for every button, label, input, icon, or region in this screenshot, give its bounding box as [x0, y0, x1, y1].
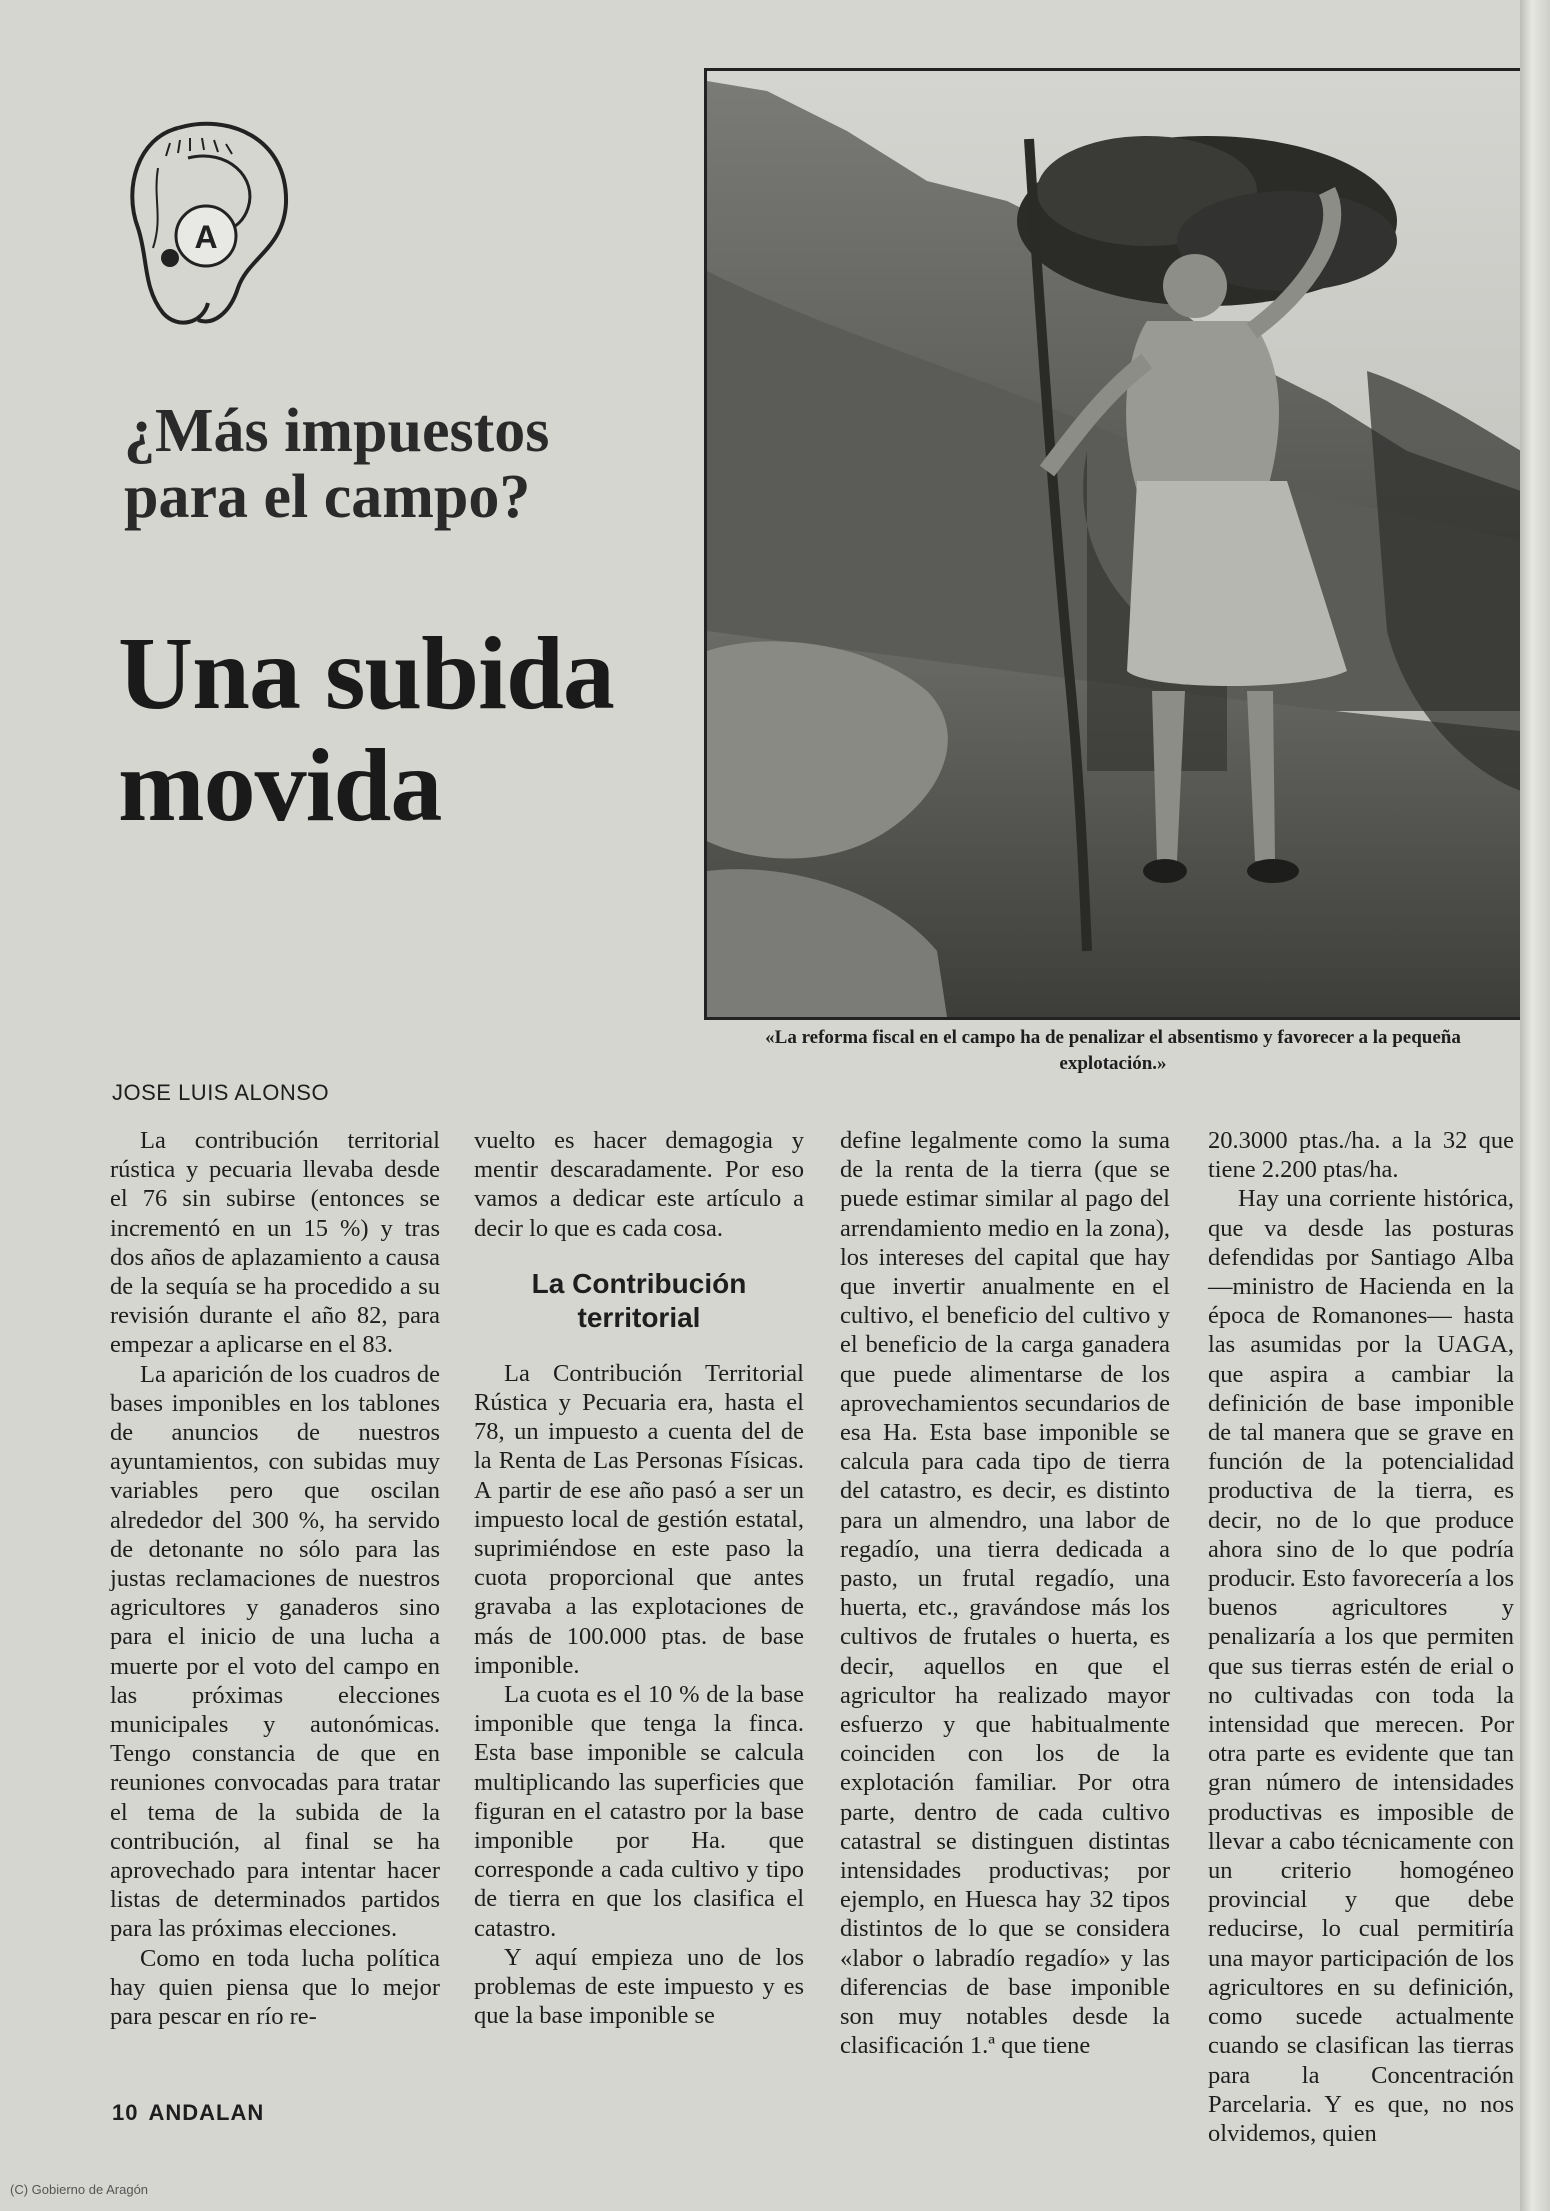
article-column-3 — [840, 1126, 1170, 2061]
paragraph: Y aquí empieza uno de los problemas de este impuesto y es que la base imponible se — [474, 1943, 804, 2030]
paragraph: Hay una corriente histórica, que va desde las posturas defendidas por Santiago Alba —ministro de Hacienda en la época de Romanones— hasta las asumidas por la UAGA, que aspira a cambiar la definición de base imponible de tal manera que se grave en función de la potencialidad productiva de la tierra, es decir, no de lo que produce ahora sino de lo que podría producir. Esto favorecería a los buenos agricultores y penalizaría a los que permiten que sus tierras estén de erial o no cultivadas con toda la intensidad que merecen. Por otra parte es evidente que tan gran número de intensidades productivas es imposible de llevar a cabo técnicamente con un criterio homogéneo provincial y que debe reducirse, lo cual permitiría una mayor participación de los agricultores en su definición, como sucede actualmente cuando se clasifican las tierras para la Concentración Parcelaria. Y es que, no nos olvidemos, quien — [1208, 1185, 1514, 2147]
article-column-1 — [110, 1126, 440, 2031]
ear-logo-icon — [118, 108, 298, 338]
paragraph: La aparición de los cuadros de bases imponibles en los tablones de anuncios de nuestros ayuntamientos, con subidas muy variables pero que oscilan alrededor del 300 %, ha servido de detonante no sólo para las justas reclamaciones de nuestros agricultores y ganaderos sino para el inicio de una lucha a muerte por el voto del campo en las próximas elecciones municipales y autonómicas. Tengo constancia de que en reuniones convocadas para tratar el tema de la subida de la contribución, al final se ha aprovechado para intentar hacer listas de determinados partidos para las próximas elecciones. — [110, 1360, 440, 1943]
photo-caption: «La reforma fiscal en el campo ha de penalizar el absentismo y favorecer a la pequeña explotación.» — [765, 1027, 1461, 1074]
article-photo — [704, 68, 1524, 1020]
page-footer — [112, 2100, 264, 2126]
section-subhead: La Contribución territorial — [531, 1267, 747, 1333]
byline: JOSE LUIS ALONSO — [112, 1080, 330, 1105]
page-edge — [1520, 0, 1550, 2211]
paragraph: 20.3000 ptas./ha. a la 32 que tiene 2.200 ptas/ha. — [1208, 1127, 1514, 1184]
article-column-2 — [474, 1126, 804, 2030]
article-kicker: ¿Más impuestos para el campo? — [124, 397, 550, 531]
paragraph: Como en toda lucha política hay quien piensa que lo mejor para pescar en río re- — [110, 1944, 440, 2031]
copyright-watermark: (C) Gobierno de Aragón — [10, 2182, 149, 2197]
paragraph: La cuota es el 10 % de la base imponible que tenga la finca. Esta base imponible se calcula multiplicando las superficies que figuran en el catastro por la base imponible por Ha. que corresponde a cada cultivo y tipo de tierra en que los clasifica el catastro. — [474, 1681, 804, 1942]
magazine-name: ANDALAN — [148, 2100, 265, 2125]
article-column-4 — [1208, 1126, 1514, 2148]
paragraph: define legalmente como la suma de la renta de la tierra (que se puede estimar similar al pago del arrendamiento medio en la zona), los intereses del capital que hay que invertir anualmente en el cultivo, el beneficio del cultivo y el beneficio de la carga ganadera que puede alimentarse de los aprovechamientos secundarios de esa Ha. Esta base imponible se calcula para cada tipo de tierra del catastro, es decir, es distinto para un almendro, una labor de regadío, una tierra dedicada a pasto, un frutal regadío, una huerta, etc., gravándose más los cultivos de frutales o huerta, es decir, aquellos en que el agricultor ha realizado mayor esfuerzo y que habitualmente coinciden con los de la explotación familiar. Por otra parte, dentro de cada cultivo catastral se distinguen distintas intensidades productivas; por ejemplo, en Huesca hay 32 tipos distintos de lo que se considera «labor o labradío regadío» y las diferencias de base imponible son muy notables desde la clasificación 1.ª que tiene — [840, 1127, 1170, 2060]
paragraph: La Contribución Territorial Rústica y Pecuaria era, hasta el 78, un impuesto a cuenta del de la Renta de Las Personas Físicas. A partir de ese año pasó a ser un impuesto local de gestión estatal, suprimiéndose en este paso la cuota proporcional que antes gravaba a las explotaciones de más de 100.000 ptas. de base imponible. — [474, 1359, 804, 1679]
article-headline: Una subida movida — [118, 616, 614, 843]
logo-letter: A — [194, 219, 218, 255]
page-number: 10 — [112, 2100, 139, 2125]
paragraph: La contribución territorial rústica y pecuaria llevaba desde el 76 sin subirse (entonces se incrementó en un 15 %) y tras dos años de aplazamiento a causa de la sequía se ha procedido a su revisión durante el año 82, para empezar a aplicarse en el 83. — [110, 1127, 440, 1359]
paragraph: vuelto es hacer demagogia y mentir descaradamente. Por eso vamos a dedicar este artículo a decir lo que es cada cosa. — [474, 1127, 804, 1242]
